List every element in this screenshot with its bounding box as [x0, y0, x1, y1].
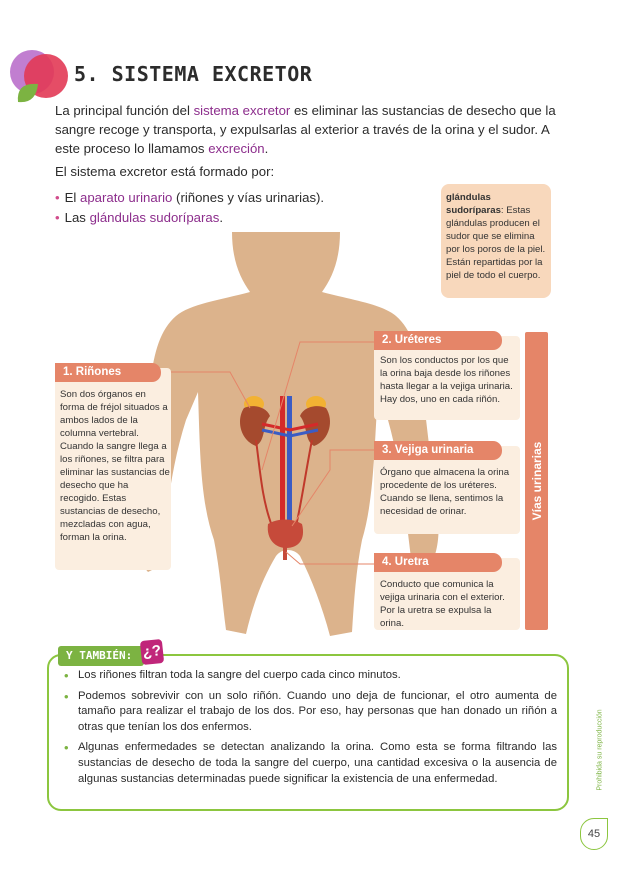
- list-item: • Los riñones filtran toda la sangre del cuerpo cada cinco minutos.: [64, 668, 401, 683]
- list-item: • El aparato urinario (riñones y vías urinarias).: [55, 190, 325, 205]
- list-item: • Podemos sobrevivir con un solo riñón. Cuando uno deja de funcionar, el otro aumenta de tamaño para realizar el trabajo de los dos. Por eso, hay personas que han donado un riñón a otras que tenían los dos enfermos.: [64, 688, 557, 733]
- uretra-title: 4. Uretra: [374, 553, 502, 572]
- vias-urinarias-label: Vías urinarias: [525, 332, 548, 630]
- ureteres-title: 2. Uréteres: [374, 331, 502, 350]
- list-item: • Algunas enfermedades se detectan analizando la orina. Como esta se forma filtrando las sustancias de desecho de toda la sangre del cuerpo, una cantidad excesiva o la ausencia de algunas sustancias determinadas puede significar la existencia de una enfermedad.: [64, 740, 557, 785]
- list-item: • Las glándulas sudoríparas.: [55, 210, 223, 225]
- question-icon: ¿?: [140, 639, 164, 665]
- page-number: 45: [580, 818, 608, 850]
- rinones-title: 1. Riñones: [55, 363, 161, 382]
- page-title: 5. SISTEMA EXCRETOR: [74, 62, 313, 86]
- rinones-text: Son dos órganos en forma de fréjol situados a ambos lados de la columna vertebral. Cuando la sangre llega a los riñones, se filtra para eliminar las sustancias de desecho que ha recogido. Estas sustancias de desecho, mezcladas con agua, forman la orina.: [60, 389, 170, 543]
- vejiga-title: 3. Vejiga urinaria: [374, 441, 502, 460]
- vejiga-text: Órgano que almacena la orina procedente de los uréteres. Cuando se llena, sentimos la necesidad de orinar.: [380, 467, 510, 517]
- intro-paragraph: La principal función del sistema excretor es eliminar las sustancias de desecho que la sangre recoge y transporta, y expulsarlas al exterior a través de la orina y el sudor. A este proceso lo llamamos excreción.: [55, 103, 556, 156]
- formed-by-text: El sistema excretor está formado por:: [55, 164, 275, 179]
- uretra-text: Conducto que comunica la vejiga urinaria con el exterior. Por la uretra se expulsa la orina.: [380, 579, 505, 629]
- y-tambien-tag: Y TAMBIÉN:: [58, 646, 144, 666]
- glandulas-note: glándulas sudoríparas: Estas glándulas producen el sudor que se elimina por los poros de la piel. Están repartidas por la piel de todo el cuerpo.: [441, 184, 551, 298]
- copyright-note: Prohibida su reproducción: [596, 709, 604, 791]
- ureteres-text: Son los conductos por los que la orina baja desde los riñones hasta llegar a la vejiga urinaria. Hay dos, uno en cada riñón.: [380, 355, 513, 405]
- y-tambien-list: [62, 668, 557, 792]
